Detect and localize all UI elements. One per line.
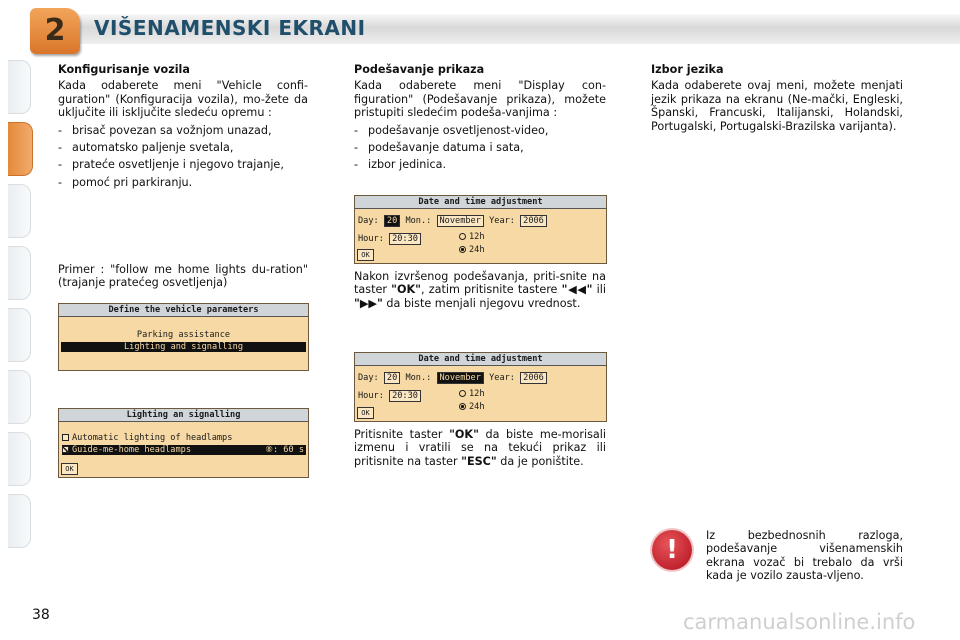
day-label: Day: <box>358 216 379 226</box>
section-heading: Podešavanje prikaza <box>354 63 485 76</box>
instruction-text: , zatim pritisnite tastere <box>420 283 562 297</box>
next-key-label: "▶▶" <box>354 296 383 310</box>
list-item: - izbor jedinica. <box>354 158 606 171</box>
format-12h[interactable] <box>459 389 485 399</box>
chapter-tab[interactable] <box>8 308 31 362</box>
chapter-number: 2 <box>44 13 66 48</box>
ok-button[interactable]: OK <box>357 407 374 419</box>
radio-icon[interactable] <box>459 390 466 397</box>
ok-button[interactable]: OK <box>61 463 78 475</box>
format-label: 12h <box>469 389 485 399</box>
menu-item-selected[interactable]: Lighting and signalling <box>61 342 306 352</box>
list-item: - prateće osvetljenje i njegovo trajanje, <box>58 158 308 171</box>
date-row <box>358 372 547 384</box>
instruction-text: da je poništite. <box>496 454 584 468</box>
chapter-tab[interactable] <box>8 246 31 300</box>
previous-key-label: "◀◀" <box>561 283 593 297</box>
month-field[interactable]: November <box>437 372 484 384</box>
screen-title: Define the vehicle parameters <box>59 304 308 317</box>
year-field[interactable]: 2006 <box>520 372 547 384</box>
menu-item[interactable]: Parking assistance <box>136 330 231 340</box>
section-heading: Konfigurisanje vozila <box>58 63 190 76</box>
time-row <box>358 233 421 245</box>
ok-key-label: "OK" <box>449 428 479 441</box>
esc-key-label: "ESC" <box>461 454 497 468</box>
radio-icon[interactable] <box>459 233 466 240</box>
screen-date-time-day <box>354 195 607 264</box>
format-label: 24h <box>469 245 485 255</box>
column-language-selection <box>651 63 903 133</box>
hour-label: Hour: <box>358 234 384 244</box>
chapter-tab[interactable] <box>8 184 31 238</box>
column-display-configuration <box>354 63 606 176</box>
year-field[interactable]: 2006 <box>520 215 547 227</box>
page-number: 38 <box>32 607 50 623</box>
chapter-tab[interactable] <box>8 60 31 114</box>
day-label: Day: <box>358 373 379 383</box>
page-header <box>30 8 960 48</box>
checkbox-icon[interactable] <box>62 434 69 441</box>
screen-title: Date and time adjustment <box>355 353 606 366</box>
format-24h[interactable] <box>459 402 485 412</box>
chapter-badge <box>30 8 80 54</box>
instruction-text: Nakon izvršenog podešavanja, priti-snite na taster <box>354 270 606 297</box>
warning-text: Iz bezbednosnih razloga, podešavanje višenamenskih ekrana vozač bi trebalo da vrši kada je vozilo zausta-vljeno. <box>706 529 903 583</box>
screen-vehicle-parameters <box>58 303 309 371</box>
ok-key-label: "OK" <box>391 283 421 297</box>
screen-date-time-month <box>354 352 607 422</box>
instruction-text: da biste me-morisali izmenu i vratili se na tekući prikaz ili pritisnite na taster <box>354 428 606 468</box>
chapter-tab[interactable] <box>8 370 31 424</box>
instruction-text: da biste menjali njegovu vrednost. <box>382 296 581 310</box>
chapter-tab[interactable] <box>8 432 31 486</box>
duration-value: ⑧: 60 s <box>265 445 304 455</box>
format-24h[interactable] <box>459 245 485 255</box>
settings-list <box>354 124 606 172</box>
list-item: - pomoć pri parkiranju. <box>58 176 308 189</box>
section-intro: Kada odaberete meni "Vehicle confi-guration" (Konfiguracija vozila), mo-žete da uključite ili isključite sledeću opremu : <box>58 79 308 120</box>
chapter-tabs <box>0 60 34 580</box>
example-text: Primer : "follow me home lights du-ration" (trajanje pratećeg osvetljenja) <box>58 263 308 290</box>
section-body: Kada odaberete ovaj meni, možete menjati jezik prikaza na ekranu (Ne-mački, Engleski, Španski, Francuski, Italijanski, Holandski, Portugalski, Portugalski-Brazilska varijanta). <box>651 79 903 133</box>
format-label: 12h <box>469 232 485 242</box>
column-vehicle-configuration <box>58 63 308 193</box>
year-label: Year: <box>489 216 515 226</box>
option-label: Automatic lighting of headlamps <box>72 433 233 443</box>
year-label: Year: <box>489 373 515 383</box>
day-field[interactable]: 20 <box>384 372 400 384</box>
hour-label: Hour: <box>358 391 384 401</box>
page-title: VIŠENAMENSKI EKRANI <box>94 16 366 40</box>
hour-field[interactable]: 20:30 <box>389 233 421 245</box>
chapter-tab-active[interactable] <box>8 122 33 176</box>
screen-title: Lighting an signalling <box>59 409 308 422</box>
option-row-selected[interactable] <box>62 445 306 455</box>
list-item: - automatsko paljenje svetala, <box>58 141 308 154</box>
day-field[interactable]: 20 <box>384 215 400 227</box>
chapter-tab[interactable] <box>8 494 31 548</box>
format-label: 24h <box>469 402 485 412</box>
ok-button[interactable]: OK <box>357 249 374 261</box>
month-label: Mon.: <box>405 373 432 383</box>
hour-field[interactable]: 20:30 <box>389 390 421 402</box>
month-label: Mon.: <box>405 216 432 226</box>
equipment-list <box>58 124 308 190</box>
option-row[interactable] <box>62 433 232 443</box>
radio-selected-icon[interactable] <box>459 246 466 253</box>
adjust-instruction <box>354 270 606 310</box>
format-12h[interactable] <box>459 232 485 242</box>
instruction-text: Pritisnite taster <box>354 428 450 441</box>
screen-title: Date and time adjustment <box>355 196 606 209</box>
watermark: carmanualsonline.info <box>683 610 916 634</box>
option-label: Guide-me-home headlamps <box>72 445 191 455</box>
list-item: - podešavanje osvetljenost-video, <box>354 124 606 137</box>
section-intro: Kada odaberete meni "Display con-figuration" (Podešavanje prikaza), možete pristupiti sledećim podeša-vanjima : <box>354 79 606 120</box>
time-row <box>358 390 421 402</box>
radio-selected-icon[interactable] <box>459 403 466 410</box>
date-row <box>358 215 547 227</box>
month-field[interactable]: November <box>437 215 484 227</box>
section-heading: Izbor jezika <box>651 63 724 76</box>
screen-lighting-signalling <box>58 408 309 478</box>
instruction-text: ili <box>592 283 606 297</box>
confirm-instruction <box>354 428 606 468</box>
list-item: - brisač povezan sa vožnjom unazad, <box>58 124 308 137</box>
list-item: - podešavanje datuma i sata, <box>354 141 606 154</box>
warning-icon: ! <box>652 530 692 570</box>
checkbox-checked-icon[interactable] <box>62 446 69 453</box>
